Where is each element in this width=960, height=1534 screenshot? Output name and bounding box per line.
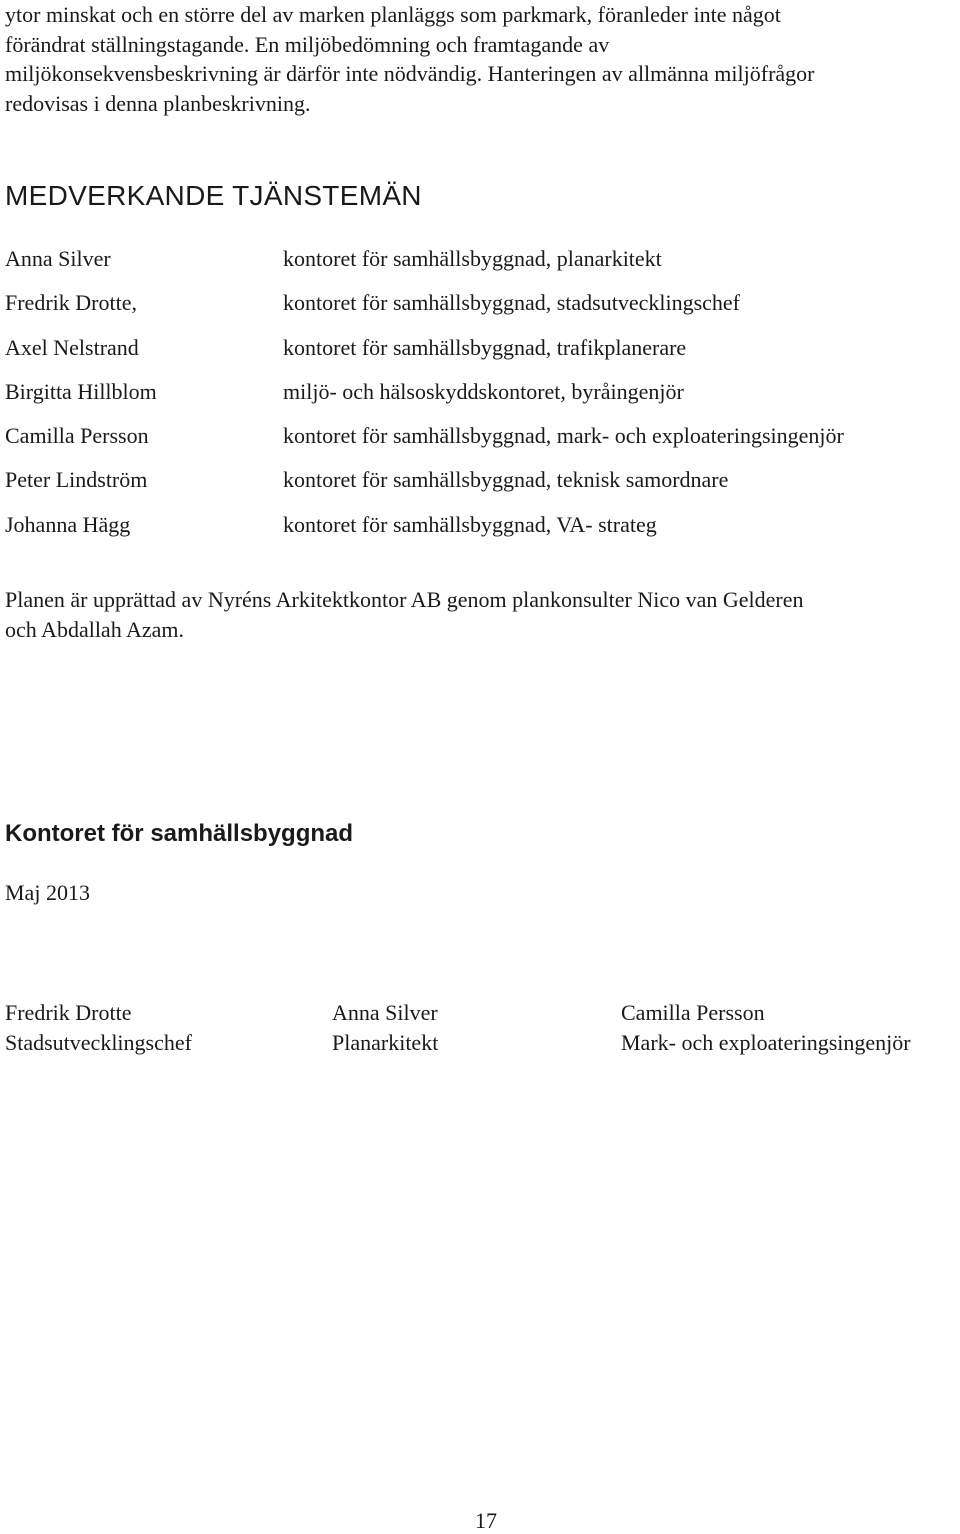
signature [332, 998, 438, 1058]
staff-name: Johanna Hägg [5, 511, 131, 537]
signature-name: Fredrik Drotte [5, 1000, 132, 1025]
staff-row [5, 512, 960, 556]
intro-line: miljökonsekvensbeskrivning är därför inte nödvändig. Hanteringen av allmänna miljöfrågor [5, 61, 815, 86]
prepared-by-paragraph [5, 585, 960, 645]
page-number: 17 [475, 1508, 497, 1533]
staff-name: Peter Lindström [5, 467, 148, 493]
staff-name: Birgitta Hillblom [5, 378, 157, 404]
signature-title: Stadsutvecklingschef [5, 1030, 192, 1055]
section-heading: MEDVERKANDE TJÄNSTEMÄN [5, 180, 422, 211]
staff-role: kontoret för samhällsbyggnad, mark- och exploateringsingenjör [283, 423, 844, 449]
staff-row [5, 246, 960, 290]
office-heading: Kontoret för samhällsbyggnad [5, 820, 354, 847]
intro-line: förändrat ställningstagande. En miljöbedömning och framtagande av [5, 31, 610, 57]
staff-row [5, 379, 960, 423]
document-date: Maj 2013 [5, 880, 90, 905]
staff-row [5, 423, 960, 467]
staff-row [5, 335, 960, 379]
signature-title: Planarkitekt [332, 1030, 439, 1055]
prepared-line: och Abdallah Azam. [5, 617, 185, 642]
staff-role: kontoret för samhällsbyggnad, stadsutvecklingschef [283, 290, 741, 316]
staff-row [5, 467, 960, 511]
staff-role: kontoret för samhällsbyggnad, planarkitekt [283, 246, 662, 271]
signature-name: Anna Silver [332, 1000, 438, 1025]
signature [621, 998, 911, 1058]
staff-role: kontoret för samhällsbyggnad, teknisk samordnare [283, 467, 729, 493]
signature-name: Camilla Persson [621, 1000, 765, 1025]
intro-line: ytor minskat och en större del av marken planläggs som parkmark, föranleder inte något [5, 2, 781, 27]
intro-line: redovisas i denna planbeskrivning. [5, 90, 311, 116]
intro-paragraph [5, 0, 955, 118]
staff-role: miljö- och hälsoskyddskontoret, byråingenjör [283, 378, 684, 404]
staff-name: Fredrik Drotte, [5, 290, 137, 316]
staff-list [5, 246, 960, 556]
signature-title: Mark- och exploateringsingenjör [621, 1030, 911, 1055]
staff-role: kontoret för samhällsbyggnad, trafikplanerare [283, 334, 687, 360]
staff-name: Axel Nelstrand [5, 334, 139, 360]
staff-name: Camilla Persson [5, 423, 149, 449]
prepared-line: Planen är upprättad av Nyréns Arkitektkontor AB genom plankonsulter Nico van Gelderen [5, 587, 804, 612]
staff-row [5, 290, 960, 334]
signature [5, 998, 192, 1058]
staff-name: Anna Silver [5, 246, 111, 271]
staff-role: kontoret för samhällsbyggnad, VA- strateg [283, 511, 657, 537]
